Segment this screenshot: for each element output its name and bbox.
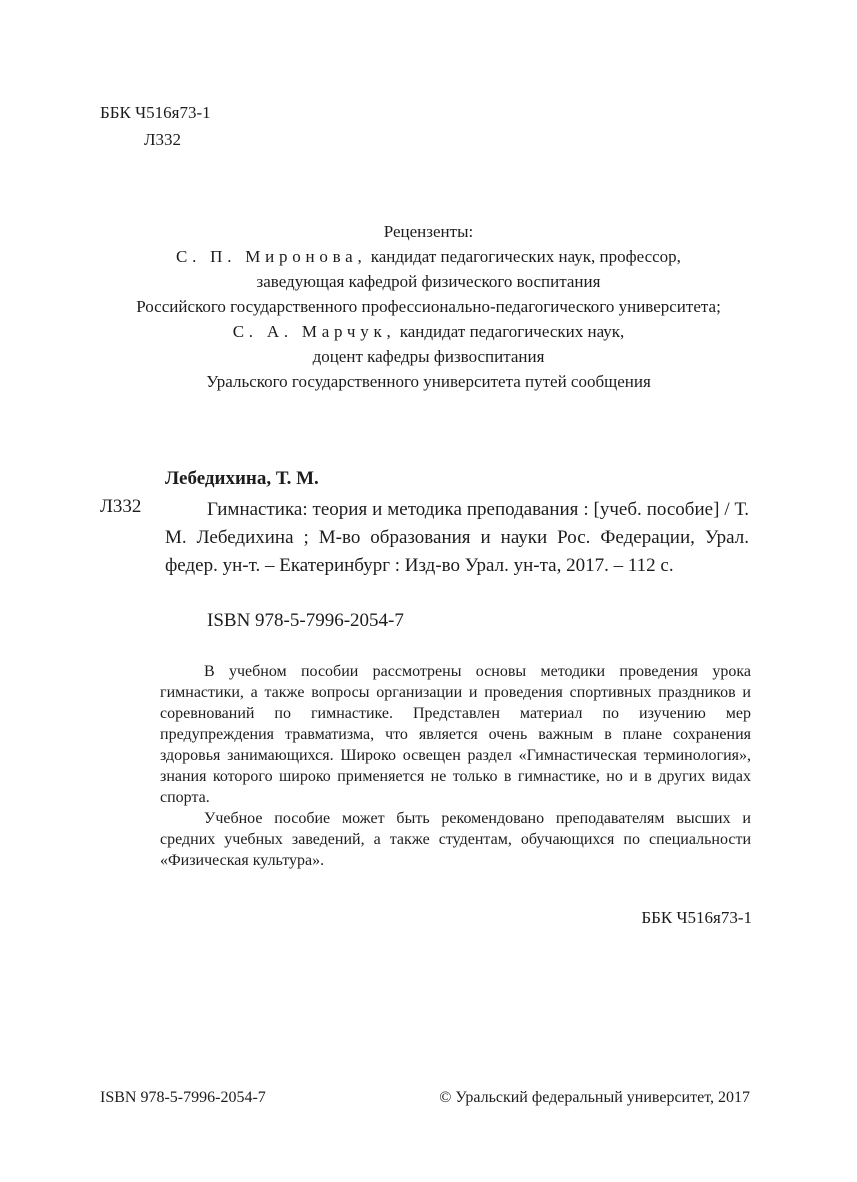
catalog-author: Лебедихина, Т. М.: [165, 468, 319, 489]
bbk-bottom: ББК Ч516я73-1: [641, 908, 752, 927]
reviewer-1-name: С. П. Миронова,: [176, 247, 367, 266]
footer-isbn: ISBN 978-5-7996-2054-7: [100, 1089, 266, 1106]
reviewer-2-position: доцент кафедры физвоспитания: [312, 347, 545, 366]
catalog-description: Гимнастика: теория и методика преподавания : [учеб. пособие] / Т. М. Лебедихина ; М-во образования и науки Рос. Федерации, Урал. федер. ун-т. – Екатеринбург : Изд-во Урал. ун-та, 2017. – 112 с.: [165, 499, 749, 576]
annotation-paragraph-1: В учебном пособии рассмотрены основы методики проведения урока гимнастики, а также вопросы организации и проведения спортивных праздников и соревнований по гимнастике. Представлен материал по изучению мер предупреждения травматизма, что является очень важным в плане сохранения здоровья занимающихся. Широко освещен раздел «Гимнастическая терминология», знания которого широко применяется не только в гимнастике, но и в других видах спорта.: [160, 663, 751, 806]
author-sign: Л332: [144, 130, 182, 149]
reviewer-2-affiliation: Уральского государственного университета путей сообщения: [206, 372, 651, 391]
catalog-isbn: ISBN 978-5-7996-2054-7: [207, 610, 404, 631]
reviewer-1-affiliation: Российского государственного профессионально-педагогического университета;: [136, 297, 721, 316]
catalog-code: Л332: [100, 496, 142, 517]
reviewer-2: [60, 319, 797, 394]
bbk-index: ББК Ч516я73-1: [100, 103, 211, 122]
reviewers-title: Рецензенты:: [383, 222, 474, 241]
reviewer-1-title: кандидат педагогических наук, профессор,: [366, 247, 681, 266]
reviewer-2-title: кандидат педагогических наук,: [395, 322, 625, 341]
reviewer-2-name: С. А. Марчук,: [232, 322, 396, 341]
reviewer-1: [60, 244, 797, 319]
reviewer-1-position: заведующая кафедрой физического воспитания: [256, 272, 601, 291]
reviewer-1-line1: [60, 244, 797, 269]
bbk-header: [100, 99, 211, 153]
reviewers-section: [60, 219, 797, 394]
reviewer-2-line1: [60, 319, 797, 344]
annotation: [160, 661, 751, 871]
footer-copyright: © Уральский федеральный университет, 2017: [439, 1089, 750, 1106]
annotation-paragraph-2: Учебное пособие может быть рекомендовано преподавателям высших и средних учебных заведений, а также студентам, обучающихся по специальности «Физическая культура».: [160, 810, 751, 869]
